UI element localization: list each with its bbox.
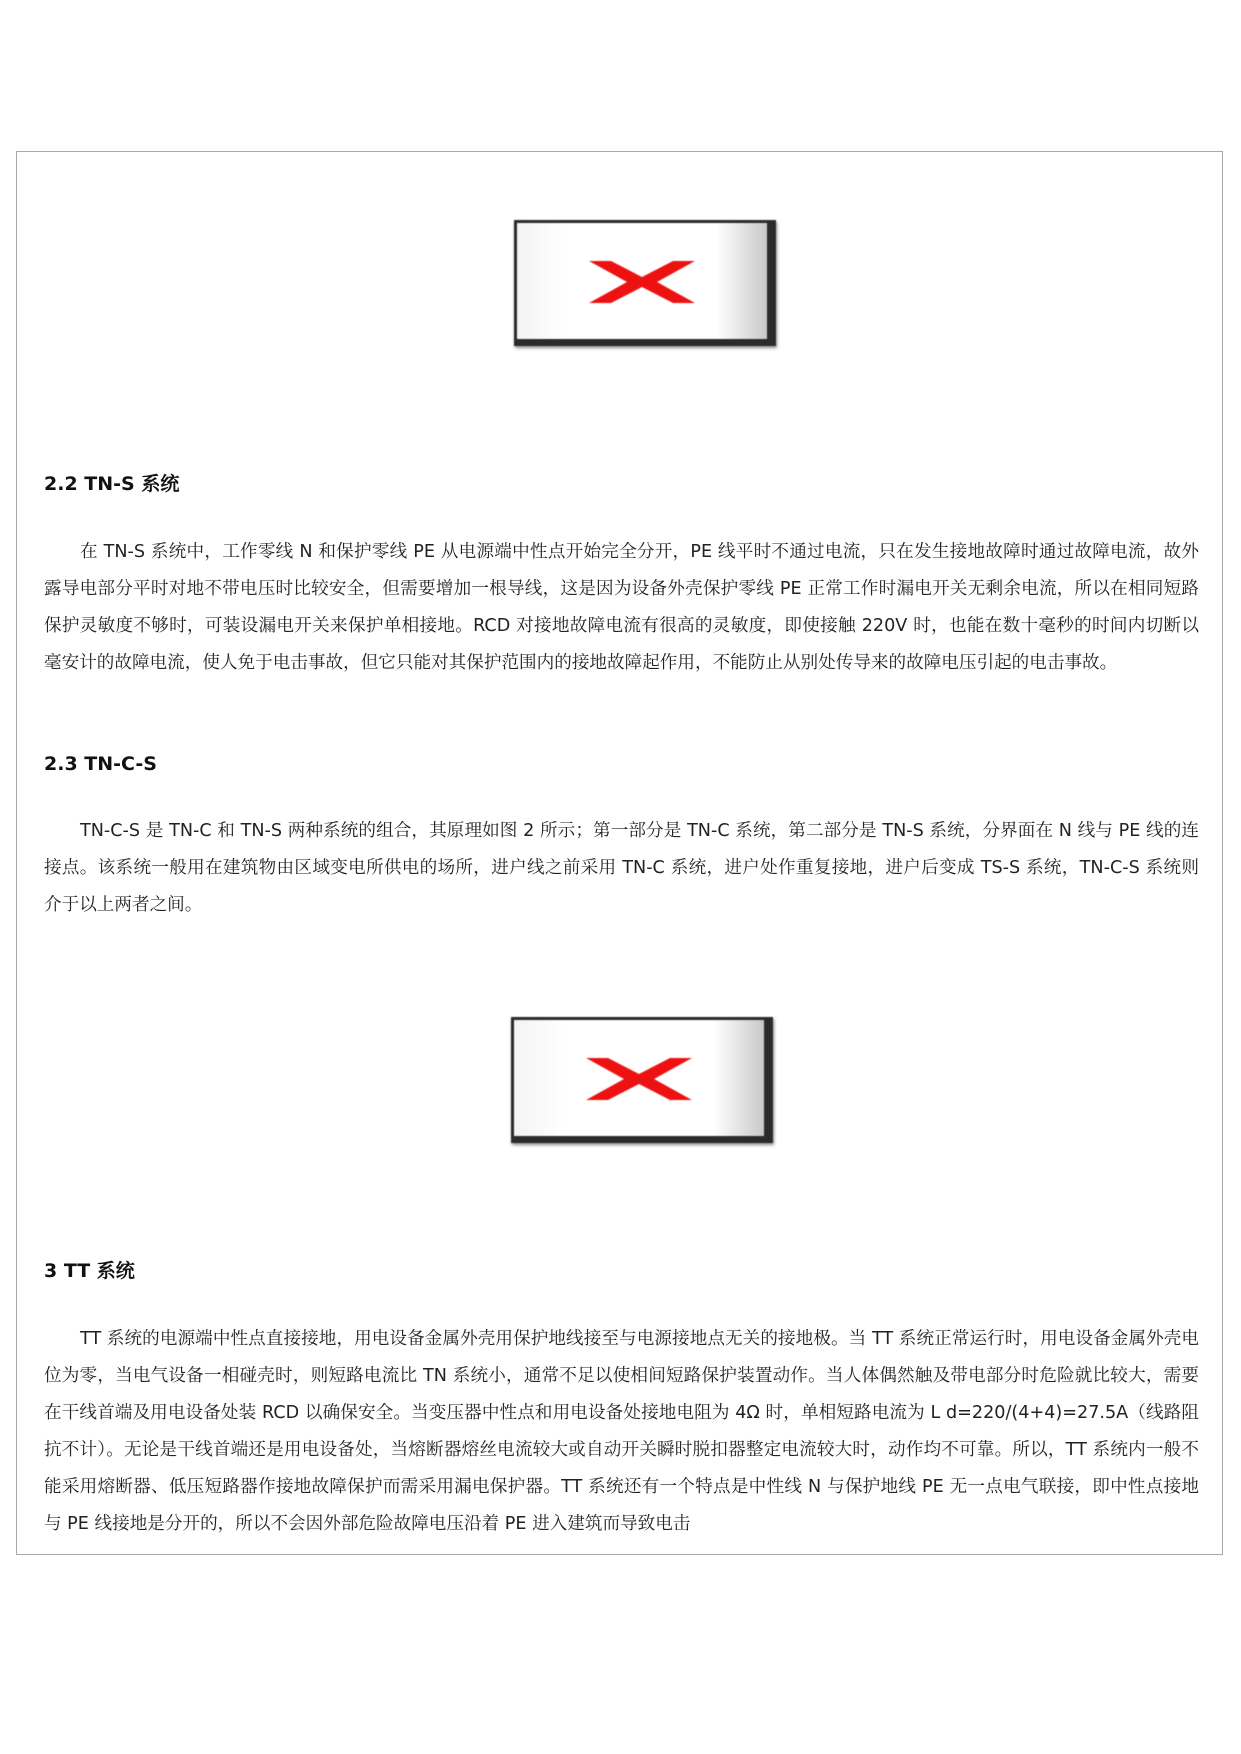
- paragraph-tt: TT 系统的电源端中性点直接接地，用电设备金属外壳用保护地线接至与电源接地点无关的接地极。当 TT 系统正常运行时，用电设备金属外壳电位为零，当电气设备一相碰壳时，则短路电流比 TN 系统小，通常不足以使相间短路保护装置动作。当人体偶然触及带电部分时危险就比较大，需要在干线首端及用电设备处装 RCD 以确保安全。当变压器中性点和用电设备处接地电阻为 4Ω 时，单相短路电流为 L d=220/(4+4)=27.5A（线路阻抗不计）。无论是干线首端还是用电设备处，当熔断器熔丝电流较大或自动开关瞬时脱扣器整定电流较大时，动作均不可靠。所以，TT 系统内一般不能采用熔断器、低压短路器作接地故障保护而需采用漏电保护器。TT 系统还有一个特点是中性线 N 与保护地线 PE 无一点电气联接，即中性点接地与 PE 线接地是分开的，所以不会因外部危险故障电压沿着 PE 进入建筑而导致电击: [44, 1329, 1199, 1534]
- section-heading-tt: 3 TT 系统: [44, 1260, 135, 1282]
- red-cross-icon: [581, 257, 703, 307]
- section-heading-tn-c-s: 2.3 TN-C-S: [44, 753, 157, 775]
- paragraph-tn-s: 在 TN-S 系统中，工作零线 N 和保护零线 PE 从电源端中性点开始完全分开，PE 线平时不通过电流，只在发生接地故障时通过故障电流，故外露导电部分平时对地不带电压时比较安全，但需要增加一根导线，这是因为设备外壳保护零线 PE 正常工作时漏电开关无剩余电流，所以在相同短路保护灵敏度不够时，可装设漏电开关来保护单相接地。RCD 对接地故障电流有很高的灵敏度，即使接触 220V 时，也能在数十毫秒的时间内切断以毫安计的故障电流，使人免于电击事故，但它只能对其保护范围内的接地故障起作用，不能防止从别处传导来的故障电压引起的电击事故。: [44, 542, 1199, 673]
- document-frame: [16, 151, 1223, 1555]
- broken-image-icon: [511, 1017, 773, 1143]
- section-heading-tn-s: 2.2 TN-S 系统: [44, 473, 180, 495]
- broken-image-icon: [514, 220, 776, 346]
- red-cross-icon: [578, 1054, 700, 1104]
- paragraph-tn-c-s: TN-C-S 是 TN-C 和 TN-S 两种系统的组合，其原理如图 2 所示；第一部分是 TN-C 系统，第二部分是 TN-S 系统，分界面在 N 线与 PE 线的连接点。该系统一般用在建筑物由区域变电所供电的场所，进户线之前采用 TN-C 系统，进户处作重复接地，进户后变成 TS-S 系统，TN-C-S 系统则介于以上两者之间。: [44, 821, 1199, 915]
